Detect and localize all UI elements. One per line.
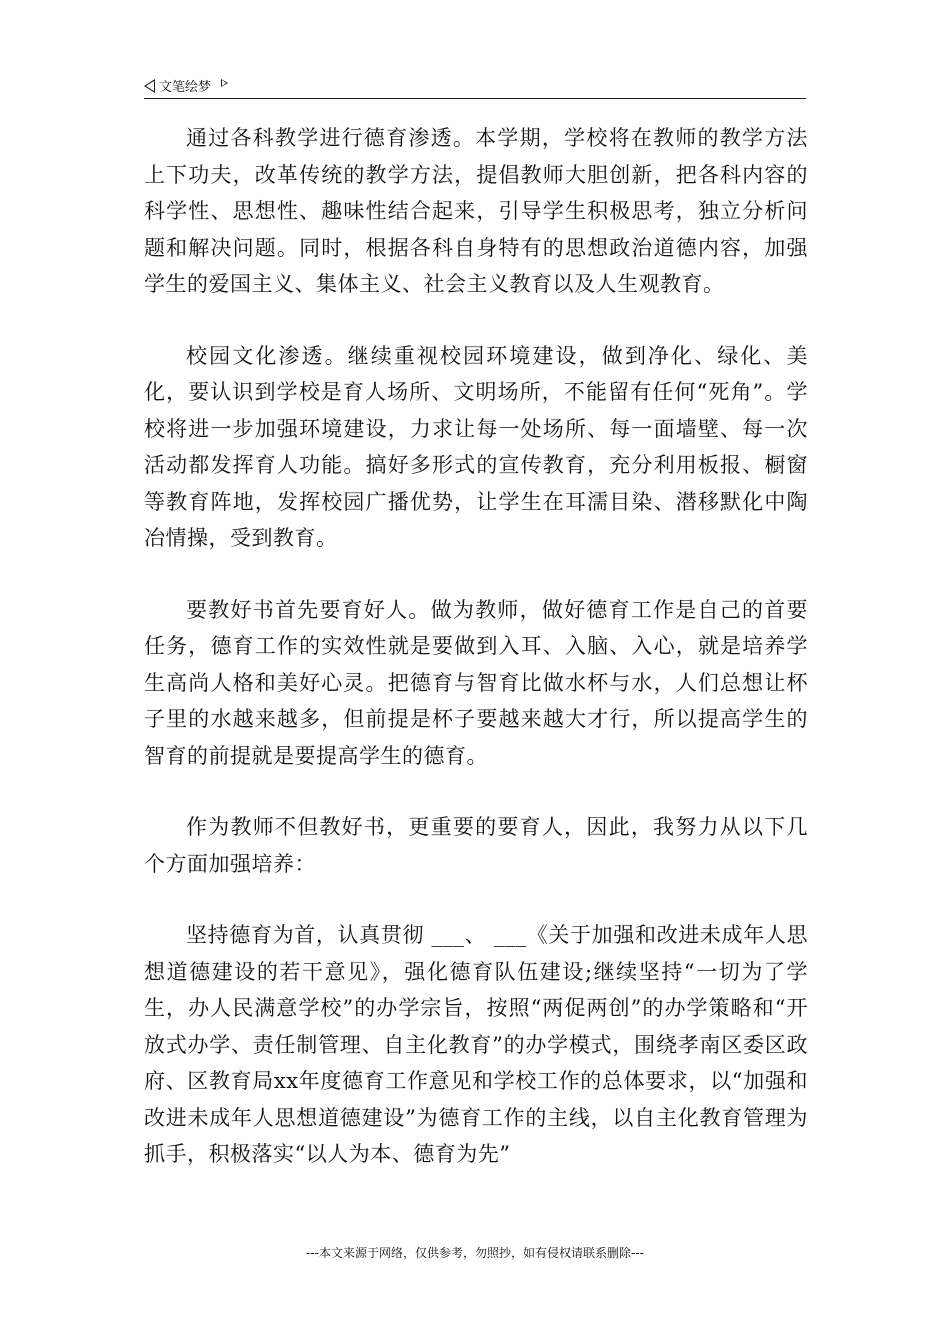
paragraph: 作为教师不但教好书，更重要的要育人，因此，我努力从以下几个方面加强培养： <box>144 815 808 876</box>
document-body <box>144 120 808 1208</box>
page-header <box>144 72 806 99</box>
triangle-left-icon <box>144 79 155 93</box>
page-footer-notice: ---本文来源于网络，仅供参考，勿照抄，如有侵权请联系删除--- <box>306 1246 644 1260</box>
paragraph: 要教好书首先要育好人。做为教师，做好德育工作是自己的首要任务，德育工作的实效性就是要做到入耳、入脑、入心，就是培养学生高尚人格和美好心灵。把德育与智育比做水杯与水，人们总想让杯子里的水越来越多，但前提是杯子要越来越大才行，所以提高学生的智育的前提就是要提高学生的德育。 <box>144 597 808 768</box>
brand-label: 文笔绘梦 <box>159 80 212 95</box>
header-brand <box>144 76 228 95</box>
paragraph: 通过各科教学进行德育渗透。本学期，学校将在教师的教学方法上下功夫，改革传统的教学方法，提倡教师大胆创新，把各科内容的科学性、思想性、趣味性结合起来，引导学生积极思考，独立分析问题和解决问题。同时，根据各科自身特有的思想政治道德内容，加强学生的爱国主义、集体主义、社会主义教育以及人生观教育。 <box>144 126 808 296</box>
triangle-right-icon <box>221 79 228 87</box>
paragraph: 校园文化渗透。继续重视校园环境建设，做到净化、绿化、美化，要认识到学校是育人场所、文明场所，不能留有任何“死角”。学校将进一步加强环境建设，力求让每一处场所、每一面墙壁、每一次活动都发挥育人功能。搞好多形式的宣传教育，充分利用板报、橱窗等教育阵地，发挥校园广播优势，让学生在耳濡目染、潜移默化中陶冶情操，受到教育。 <box>144 343 808 550</box>
paragraph: 坚持德育为首，认真贯彻 ___、 ___《关于加强和改进未成年人思想道德建设的若干意见》，强化德育队伍建设;继续坚持“一切为了学生，办人民满意学校”的办学宗旨，按照“两促两创”的办学策略和“开放式办学、责任制管理、自主化教育”的办学模式，围绕孝南区委区政府、区教育局xx年度德育工作意见和学校工作的总体要求，以“加强和改进未成年人思想道德建设”为德育工作的主线，以自主化教育管理为抓手，积极落实“以人为本、德育为先” <box>144 923 808 1166</box>
